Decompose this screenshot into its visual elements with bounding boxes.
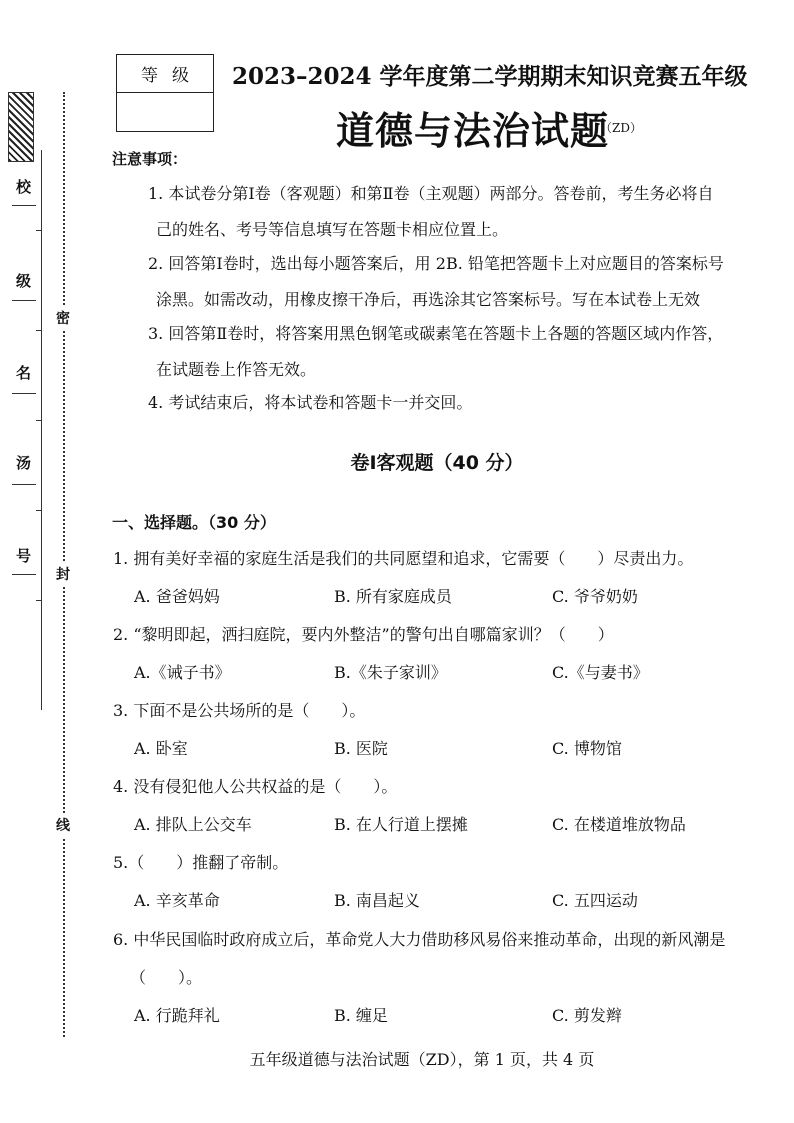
option-2a: A.《诫子书》 xyxy=(134,663,231,682)
note-line: 己的姓名、考号等信息填写在答题卡相应位置上。 xyxy=(156,220,509,239)
seal-mi: 密 xyxy=(56,306,70,330)
option-6b: B. 缠足 xyxy=(334,1006,388,1025)
part-heading: 一、选择题。（30 分） xyxy=(112,513,276,532)
option-2c: C.《与妻书》 xyxy=(552,663,649,682)
binding-label-class: 级 xyxy=(16,272,32,290)
binding-field-class xyxy=(12,300,36,301)
question-6-cont: （ ）。 xyxy=(130,968,203,987)
exam-title-code: （ZD） xyxy=(600,121,642,135)
option-1a: A. 爸爸妈妈 xyxy=(134,587,220,606)
binding-label-room: 汤 xyxy=(16,454,32,472)
option-3a: A. 卧室 xyxy=(134,739,188,758)
grade-label: 等级 xyxy=(117,55,213,93)
question-2: 2. “黎明即起，洒扫庭院，要内外整洁”的警句出自哪篇家训？（ ） xyxy=(113,625,614,644)
note-line: 2. 回答第Ⅰ卷时，选出每小题答案后，用 2B. 铅笔把答题卡上对应题目的答案标号 xyxy=(148,254,724,273)
option-1c: C. 爷爷奶奶 xyxy=(552,587,638,606)
option-5b: B. 南昌起义 xyxy=(334,891,420,910)
option-5a: A. 辛亥革命 xyxy=(134,891,220,910)
note-item-4 xyxy=(148,385,782,421)
option-3b: B. 医院 xyxy=(334,739,388,758)
note-item-3 xyxy=(148,316,782,388)
question-6: 6. 中华民国临时政府成立后，革命党人大力借助移风易俗来推动革命，出现的新风潮是 xyxy=(113,930,726,949)
notes-heading: 注意事项： xyxy=(112,150,188,168)
hatch-block xyxy=(8,92,34,162)
binding-tick xyxy=(36,420,42,421)
binding-label-school: 校 xyxy=(16,178,32,196)
grade-box xyxy=(116,54,214,132)
note-line: 3. 回答第Ⅱ卷时，将答案用黑色钢笔或碳素笔在答题卡上各题的答题区域内作答， xyxy=(148,324,724,343)
question-1: 1. 拥有美好幸福的家庭生活是我们的共同愿望和追求，它需要（ ）尽责出力。 xyxy=(113,549,694,568)
option-4a: A. 排队上公交车 xyxy=(134,815,252,834)
page-footer: 五年级道德与法治试题（ZD），第 1 页，共 4 页 xyxy=(249,1050,595,1069)
note-item-2 xyxy=(148,246,782,318)
binding-tick xyxy=(36,510,42,511)
exam-title-line1: 2023–2024 学年度第二学期期末知识竞赛五年级 xyxy=(232,63,748,90)
option-4c: C. 在楼道堆放物品 xyxy=(552,815,686,834)
binding-field-name xyxy=(12,393,36,394)
question-4: 4. 没有侵犯他人公共权益的是（ ）。 xyxy=(113,777,398,796)
binding-tick xyxy=(36,230,42,231)
option-4b: B. 在人行道上摆摊 xyxy=(334,815,468,834)
option-6c: C. 剪发辫 xyxy=(552,1006,622,1025)
note-line: 在试题卷上作答无效。 xyxy=(156,360,317,379)
option-3c: C. 博物馆 xyxy=(552,739,622,758)
binding-field-school xyxy=(12,205,36,206)
option-2b: B.《朱子家训》 xyxy=(334,663,447,682)
binding-margin xyxy=(0,0,80,1123)
binding-tick xyxy=(36,330,42,331)
seal-feng: 封 xyxy=(56,562,70,586)
binding-label-number: 号 xyxy=(16,547,32,565)
question-3: 3. 下面不是公共场所的是（ ）。 xyxy=(113,701,366,720)
binding-label-name: 名 xyxy=(16,364,32,382)
seal-xian: 线 xyxy=(56,813,70,837)
note-line: 涂黑。如需改动，用橡皮擦干净后，再选涂其它答案标号。写在本试卷上无效 xyxy=(156,290,701,309)
note-item-1 xyxy=(148,176,782,248)
option-1b: B. 所有家庭成员 xyxy=(334,587,452,606)
note-line: 4. 考试结束后，将本试卷和答题卡一并交回。 xyxy=(148,393,473,412)
binding-tick xyxy=(36,600,42,601)
note-line: 1. 本试卷分第Ⅰ卷（客观题）和第Ⅱ卷（主观题）两部分。答卷前，考生务必将自 xyxy=(148,184,714,203)
binding-field-room xyxy=(12,484,36,485)
binding-field-number xyxy=(12,574,36,575)
option-6a: A. 行跪拜礼 xyxy=(134,1006,220,1025)
exam-title-subject: 道德与法治试题 xyxy=(336,108,610,153)
option-5c: C. 五四运动 xyxy=(552,891,638,910)
binding-solid-line xyxy=(41,150,42,710)
question-5: 5.（ ）推翻了帝制。 xyxy=(113,853,289,872)
section-title: 卷Ⅰ客观题（40 分） xyxy=(350,452,524,474)
